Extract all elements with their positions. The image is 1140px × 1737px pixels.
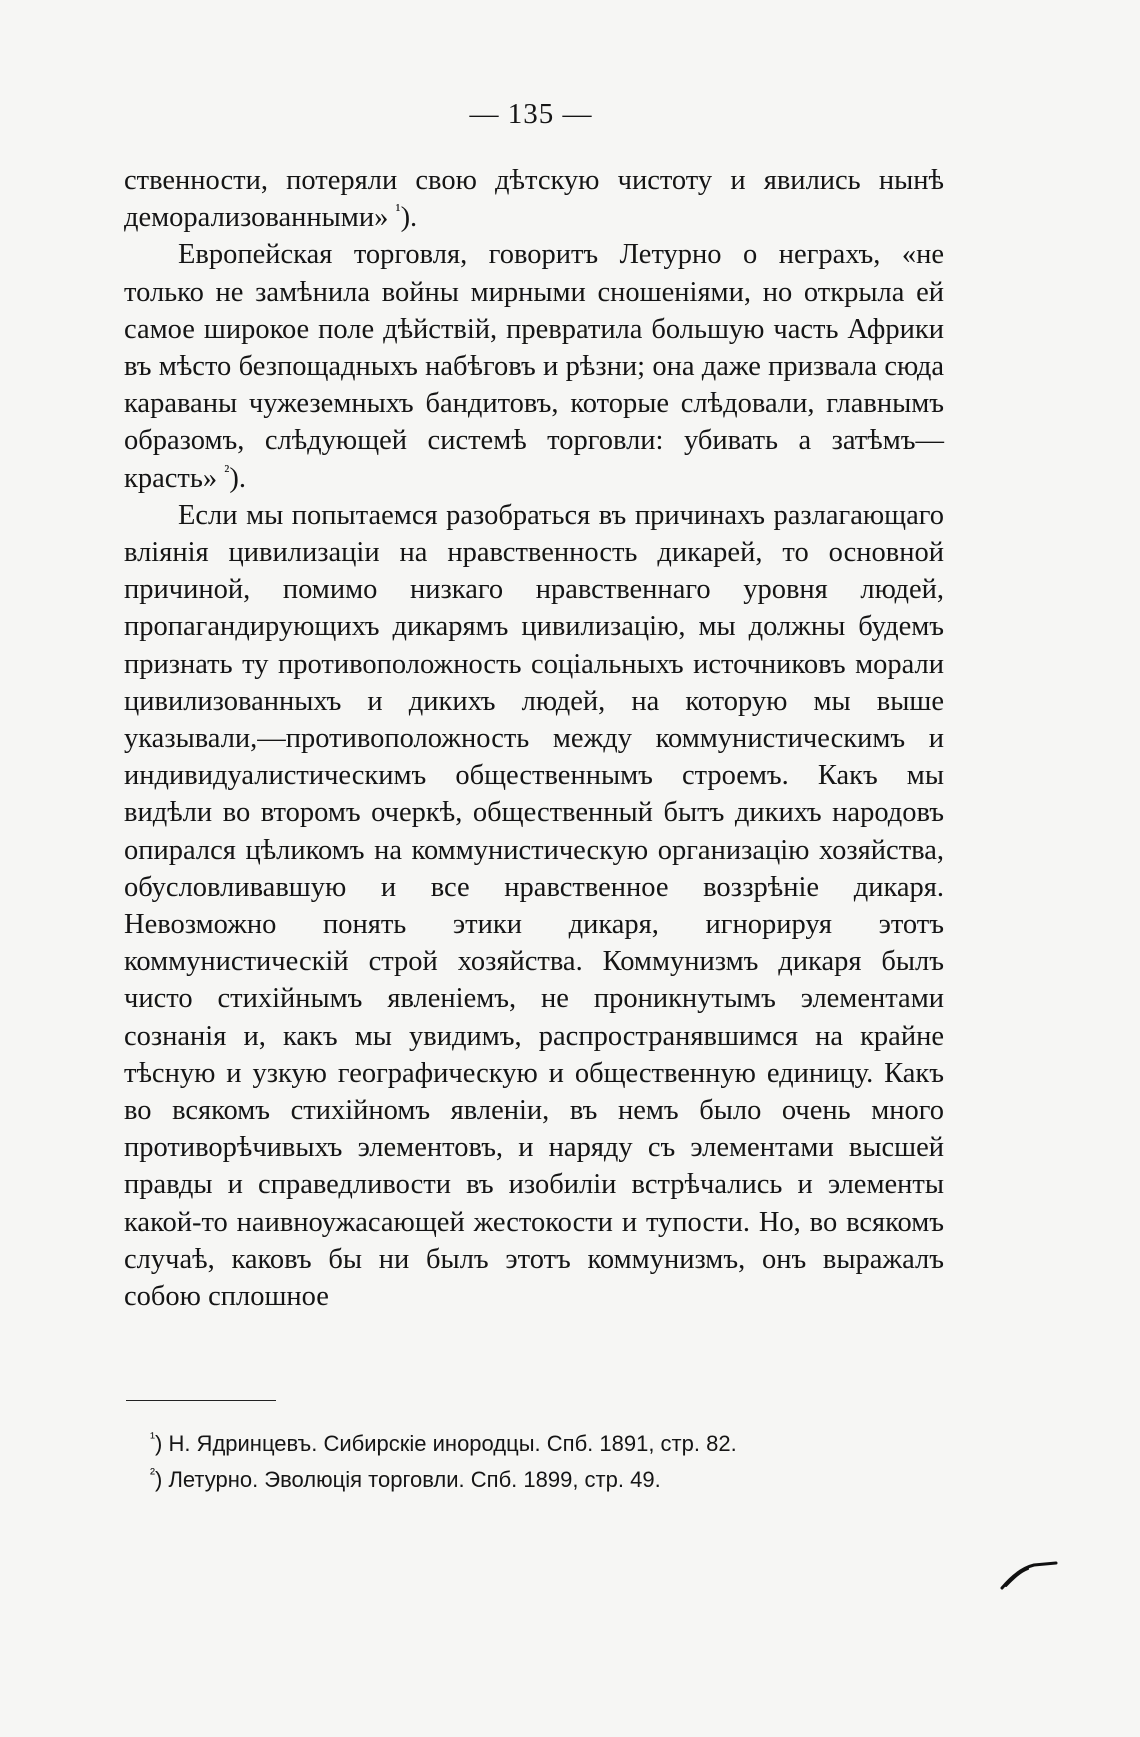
body-text xyxy=(124,162,944,1315)
paragraph-text: ственности, потеряли свою дѣтскую чистоту и явились нынѣ деморализованными» xyxy=(124,165,944,234)
paragraph-text: Европейская торговля, говоритъ Летурно о неграхъ, «не только не замѣнила войны мирными сношеніями, но открыла ей самое широкое поле дѣйствій, превратила большую часть Африки въ мѣсто безпощадныхъ набѣговъ и рѣзни; она даже призвала сюда караваны чужеземныхъ бандитовъ, которые слѣдовали, главнымъ образомъ, слѣдующей системѣ торговли: убивать а затѣмъ—красть» xyxy=(124,239,944,494)
paragraph-civilization-influence xyxy=(124,497,944,1315)
paragraph-continuation xyxy=(124,162,944,236)
paragraph-text: ). xyxy=(400,202,418,234)
paragraph-text: Если мы попытаемся разобраться въ причинахъ разлагающаго вліянія цивилизаціи на нравственность дикарей, то основной причиной, помимо низкаго нравственнаго уровня людей, пропагандирующихъ дикарямъ цивилизацію, мы должны будемъ признать ту противоположность соціальныхъ источниковъ морали цивилизованныхъ и дикихъ людей, на которую мы выше указывали,—противоположность между коммунистическимъ и индивидуалистическимъ общественнымъ строемъ. Какъ мы видѣли во второмъ очеркѣ, общественный бытъ дикихъ народовъ опирался цѣликомъ на коммунистическую организацію хозяйства, обусловливавшую и все нравственное воззрѣніе дикаря. Невозможно понять этики дикаря, игнорируя этотъ коммунистическій строй хозяйства. Коммунизмъ дикаря былъ чисто стихійнымъ явленіемъ, не проникнутымъ элементами сознанія и, какъ мы увидимъ, распространявшимся на крайне тѣсную и узкую географическую и общественную единицу. Какъ во всякомъ стихійномъ явленіи, въ немъ было очень много противорѣчивыхъ элементовъ, и наряду съ элементами высшей правды и справедливости въ изобиліи встрѣчались и элементы какой-то наивноужасающей жестокости и тупости. Но, во всякомъ случаѣ, каковъ бы ни былъ этотъ коммунизмъ, онъ выражалъ собою сплошное xyxy=(124,499,944,1313)
footnote-mark: ² xyxy=(150,1465,155,1483)
footnote-1 xyxy=(150,1426,950,1462)
footnote-2 xyxy=(150,1462,950,1498)
footnote-divider xyxy=(126,1400,276,1401)
footnote-reference: ¹ xyxy=(395,200,401,220)
paragraph-european-trade xyxy=(124,236,944,496)
footnote-text: ) Н. Ядринцевъ. Сибирскіе инородцы. Спб. 1891, стр. 82. xyxy=(155,1431,737,1456)
footnote-mark: ¹ xyxy=(150,1429,155,1447)
footnote-text: ) Летурно. Эволюція торговли. Спб. 1899, стр. 49. xyxy=(155,1467,661,1492)
page-number-header: — 135 — xyxy=(469,98,593,130)
pencil-mark xyxy=(1000,1560,1060,1590)
footnote-reference: ² xyxy=(224,461,230,481)
footnotes xyxy=(150,1426,950,1498)
paragraph-text: ). xyxy=(229,462,246,494)
